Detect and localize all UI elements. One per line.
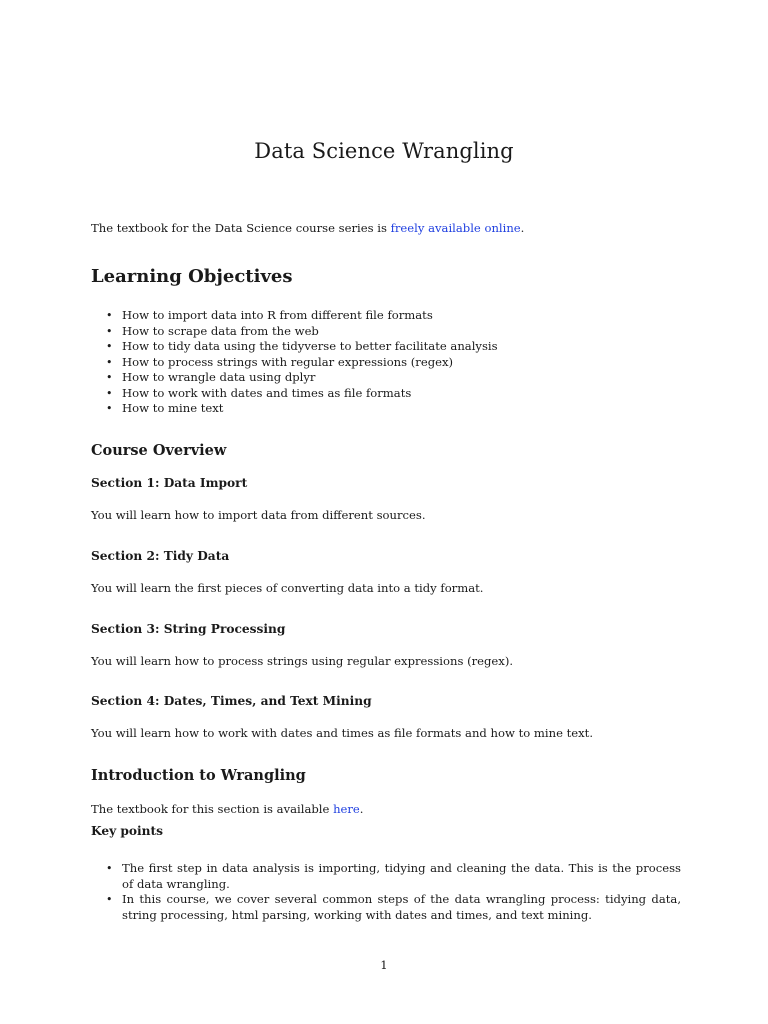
here-link[interactable]: here <box>333 802 360 816</box>
list-item <box>91 386 681 402</box>
intro-wrangling-heading: Introduction to Wrangling <box>91 767 306 784</box>
course-overview-heading: Course Overview <box>91 442 227 459</box>
bullet-icon: • <box>106 324 113 338</box>
list-item-text: How to process strings with regular expressions (regex) <box>122 354 454 369</box>
list-item <box>91 401 681 417</box>
list-item-text: The first step in data analysis is importing, tidying and cleaning the data. This is the process of data wrangling. <box>122 861 681 891</box>
bullet-icon: • <box>106 371 113 384</box>
list-item-text: How to mine text <box>122 401 224 415</box>
learning-objectives-heading: Learning Objectives <box>91 266 293 287</box>
learning-objectives-list <box>91 308 681 417</box>
page-number: 1 <box>380 958 388 972</box>
bullet-icon: • <box>106 893 113 906</box>
section-1-heading: Section 1: Data Import <box>91 476 248 490</box>
bullet-icon: • <box>106 402 113 415</box>
wrangling-textbook-paragraph <box>91 802 681 818</box>
list-item <box>91 308 681 324</box>
wrangling-textbook-text: The textbook for this section is available <box>91 802 334 816</box>
list-item-text: How to tidy data using the tidyverse to better facilitate analysis <box>122 339 498 353</box>
freely-available-online-link[interactable]: freely available online <box>390 221 521 235</box>
list-item <box>91 339 681 355</box>
list-item <box>91 861 681 892</box>
bullet-icon: • <box>106 355 113 369</box>
list-item-text: How to wrangle data using dplyr <box>122 370 316 384</box>
section-4-heading: Section 4: Dates, Times, and Text Mining <box>91 694 372 708</box>
bullet-icon: • <box>106 862 113 875</box>
section-2-text: You will learn the first pieces of converting data into a tidy format. <box>91 581 484 595</box>
intro-paragraph <box>91 221 681 237</box>
section-4-text: You will learn how to work with dates and times as file formats and how to mine text. <box>91 726 594 740</box>
section-2-heading: Section 2: Tidy Data <box>91 549 230 563</box>
bullet-icon: • <box>106 386 113 400</box>
list-item-text: How to import data into R from different file formats <box>122 308 433 322</box>
list-item-text: How to work with dates and times as file formats <box>122 385 412 400</box>
list-item <box>91 892 681 923</box>
bullet-icon: • <box>106 340 113 353</box>
list-item <box>91 355 681 371</box>
key-points-heading: Key points <box>91 824 164 838</box>
list-item-text: How to scrape data from the web <box>122 323 319 338</box>
section-1-text: You will learn how to import data from different sources. <box>91 508 426 522</box>
list-item <box>91 324 681 340</box>
key-points-list <box>91 861 681 923</box>
intro-text: The textbook for the Data Science course series is <box>91 221 391 235</box>
intro-text-end: . <box>520 221 525 235</box>
bullet-icon: • <box>106 309 113 322</box>
wrangling-textbook-text-end: . <box>359 802 364 816</box>
section-3-heading: Section 3: String Processing <box>91 622 286 636</box>
list-item-text: In this course, we cover several common steps of the data wrangling process: tidying data, string processing, html parsing, working with dates and times, and text mining. <box>122 892 681 922</box>
list-item <box>91 370 681 386</box>
section-3-text: You will learn how to process strings using regular expressions (regex). <box>91 654 514 668</box>
document-title: Data Science Wrangling <box>254 139 514 163</box>
